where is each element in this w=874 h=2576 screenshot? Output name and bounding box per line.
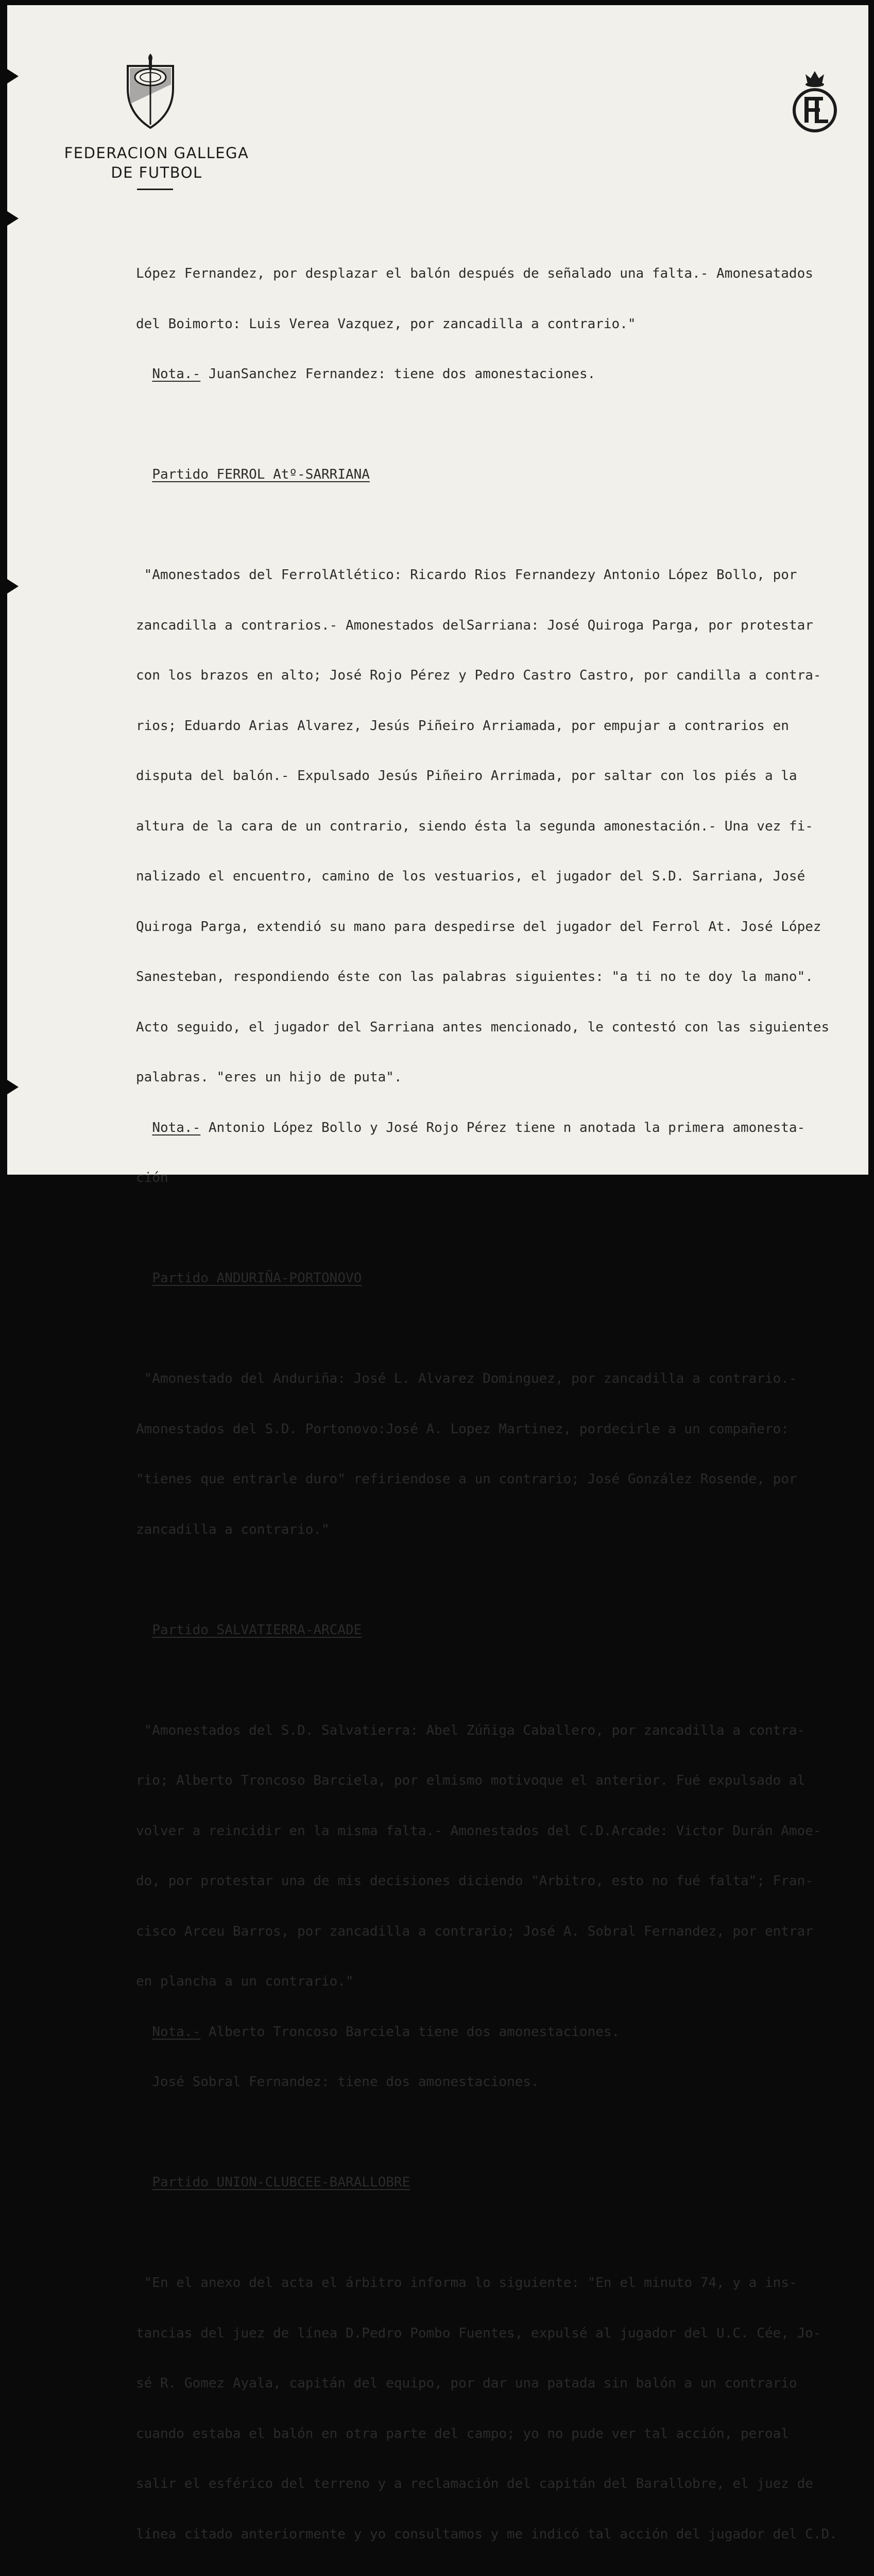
text-line: ción [136,1170,168,1185]
federation-shield-logo [125,53,176,130]
text-line: do, por protestar una de mis decisiones diciendo "Arbitro, esto no fué falta"; Fran- [136,1873,813,1889]
match-heading: Partido ANDURIÑA-PORTONOVO [152,1270,362,1286]
text-line: López Fernandez, por desplazar el balón después de señalado una falta.- Amonesatados [136,266,813,281]
crown-emblem-logo [791,68,838,135]
match-heading-line [136,2174,862,2191]
text-line: nalizado el encuentro, camino de los vestuarios, el jugador del S.D. Sarriana, José [136,869,806,884]
match-heading-line [136,1622,862,1639]
text-line: "Amonestados del S.D. Salvatierra: Abel Zúñiga Caballero, por zancadilla a contra- [136,1722,806,1738]
note-label: Nota.- [152,2024,201,2040]
text-line: "Amonestados del FerrolAtlético: Ricardo Rios Fernandezy Antonio López Bollo, por [136,567,797,583]
note-label: Nota.- [152,1120,201,1136]
note-text: Alberto Troncoso Barciela tiene dos amonestaciones. [200,2024,620,2040]
text-line: altura de la cara de un contrario, siendo ésta la segunda amonestación.- Una vez fi- [136,818,813,834]
match-heading: Partido SALVATIERRA-ARCADE [152,1622,362,1638]
text-line: Acto seguido, el jugador del Sarriana antes mencionado, le contestó con las siguientes [136,1019,830,1035]
note-line [136,366,862,383]
federation-name-line1: FEDERACION GALLEGA [64,144,249,162]
text-line: Quiroga Parga, extendió su mano para despedirse del jugador del Ferrol At. José López [136,919,821,935]
note-text: JuanSanchez Fernandez: tiene dos amonestaciones. [200,366,596,382]
text-line: con los brazos en alto; José Rojo Pérez y Pedro Castro Castro, por candilla a contra- [136,668,821,683]
page-edge-notch [7,1080,19,1094]
text-line: zancadilla a contrario." [136,1521,330,1537]
text-line: zancadilla a contrarios.- Amonestados delSarriana: José Quiroga Parga, por protestar [136,617,813,633]
text-line: cuando estaba el balón en otra parte del campo; yo no pude ver tal acción, peroal [136,2426,789,2442]
text-line: palabras. "eres un hijo de puta". [136,1070,402,1085]
text-line: rios; Eduardo Arias Alvarez, Jesús Piñeiro Arriamada, por empujar a contrarios en [136,718,789,734]
text-line: línea citado anteriormente y yo consultamos y me indicó tal acción del jugador del C.D. [136,2526,837,2542]
text-line: del Boimorto: Luis Verea Vazquez, por zancadilla a contrario." [136,316,636,332]
federation-name [48,143,265,182]
text-line: rio; Alberto Troncoso Barciela, por elmismo motivoque el anterior. Fué expulsado al [136,1773,806,1788]
page-edge-notch [7,579,19,594]
federation-name-line2: DE FUTBOL [111,164,202,181]
match-heading-line [136,1270,862,1287]
text-line: tancias del juez de línea D.Pedro Pombo Fuentes, expulsé al jugador del U.C. Cée, Jo- [136,2325,821,2341]
note-text: Antonio López Bollo y José Rojo Pérez tiene n anotada la primera amonesta- [200,1120,806,1136]
page-edge-notch [7,211,19,226]
letterhead-rule [137,189,173,190]
text-line: disputa del balón.- Expulsado Jesús Piñeiro Arrimada, por saltar con los piés a la [136,768,797,784]
match-heading: Partido FERROL Atº-SARRIANA [152,467,370,482]
text-line: "tienes que entrarle duro" refiriendose a un contrario; José González Rosende, por [136,1471,797,1487]
text-line: "Amonestado del Anduriña: José L. Alvarez Dominguez, por zancadilla a contrario.- [136,1371,797,1386]
text-line: volver a reincidir en la misma falta.- Amonestados del C.D.Arcade: Victor Durán Amoe- [136,1823,821,1839]
document-body [136,232,862,2576]
note-label: Nota.- [152,366,201,382]
text-line: Amonestados del S.D. Portonovo:José A. Lopez Martinez, pordecirle a un compañero: [136,1421,789,1437]
text-line: salir el esférico del terreno y a reclamación del capitán del Barallobre, el juez de [136,2476,813,2492]
match-heading-line [136,466,862,483]
text-line: Sanesteban, respondiendo éste con las palabras siguientes: "a ti no te doy la mano". [136,969,813,985]
match-heading: Partido UNION-CLUBCEE-BARALLOBRE [152,2175,410,2190]
note-line [136,2024,862,2041]
note-line [136,1120,862,1137]
note-text: José Sobral Fernandez: tiene dos amonestaciones. [152,2074,539,2090]
note-line-2 [136,2074,862,2091]
text-line: cisco Arceu Barros, por zancadilla a contrario; José A. Sobral Fernandez, por entrar [136,1923,813,1939]
text-line: "En el anexo del acta el árbitro informa lo siguiente: "En el minuto 74, y a ins- [136,2275,797,2291]
document-page [7,5,868,2542]
text-line: sé R. Gomez Ayala, capitán del equipo, por dar una patada sin balón a un contrario [136,2376,797,2391]
page-edge-notch [7,69,19,83]
text-line: en plancha a un contrario." [136,1974,354,1989]
